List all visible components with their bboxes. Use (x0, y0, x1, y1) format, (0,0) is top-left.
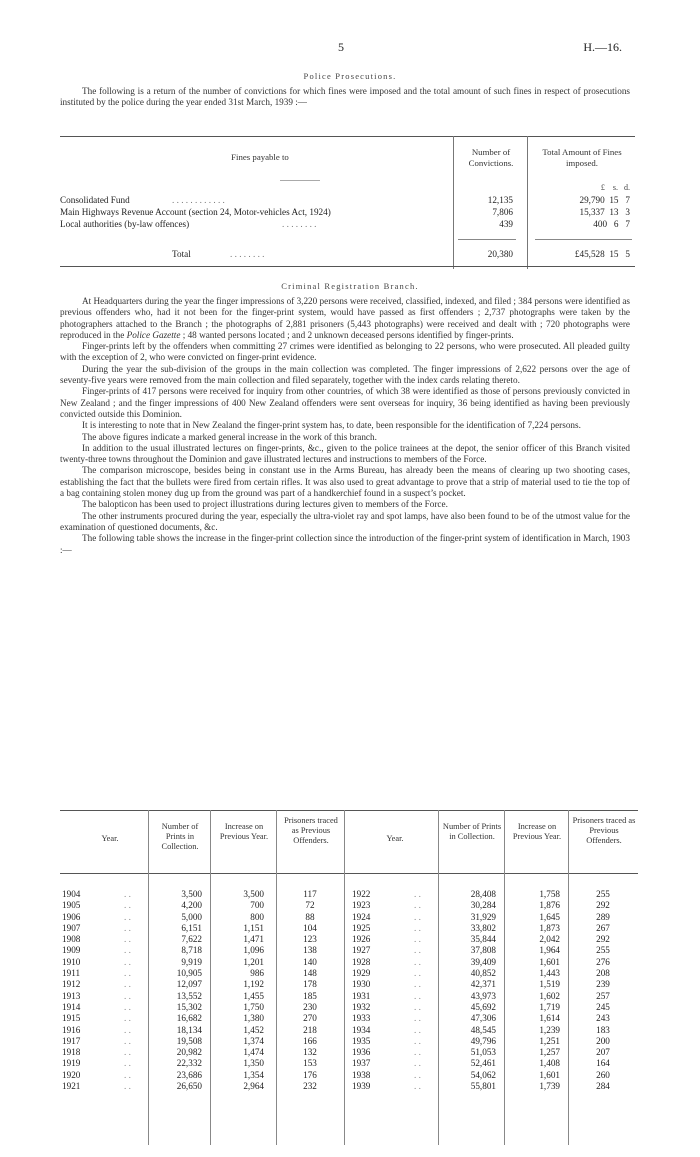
table-cell-year: 1920 (62, 1069, 81, 1080)
table-rule (535, 239, 632, 240)
prints-column-right (440, 889, 496, 1092)
leader-dots: . . (414, 922, 421, 933)
table-cell-increase: 1,251 (539, 1035, 560, 1046)
row-label: Consolidated Fund (60, 195, 130, 205)
column-header-convictions: Number of Convictions. (468, 147, 514, 168)
table-cell-prints: 8,718 (181, 945, 202, 956)
table-cell-increase: 2,042 (539, 934, 560, 945)
table-cell-increase: 1,645 (539, 911, 560, 922)
table-cell-year: 1912 (62, 979, 81, 990)
table-cell-year: 1910 (62, 956, 81, 967)
table-cell-prints: 30,284 (470, 900, 496, 911)
table-cell-prints: 23,686 (176, 1069, 202, 1080)
table-cell-prisoners: 270 (303, 1013, 317, 1024)
table-cell-prints: 9,919 (181, 956, 202, 967)
column-header-payable: Fines payable to (231, 152, 289, 162)
section-title-police-prosecutions: Police Prosecutions. (303, 71, 397, 81)
leader-dots: . . (124, 1081, 131, 1092)
table-cell-increase: 1,519 (539, 979, 560, 990)
table-cell-prints: 37,808 (470, 945, 496, 956)
column-header-prints: Number of Prints in Collection. (161, 822, 199, 851)
table-cell-prisoners: 267 (596, 922, 610, 933)
table-cell-year: 1937 (352, 1058, 371, 1069)
table-cell-prisoners: 153 (303, 1058, 317, 1069)
table-cell-increase: 1,964 (539, 945, 560, 956)
table-cell-prisoners: 140 (303, 956, 317, 967)
table-cell-prints: 26,650 (176, 1081, 202, 1092)
table-cell-increase: 1,719 (539, 1001, 560, 1012)
paragraph: The above figures indicate a marked general increase in the work of this branch. (82, 431, 377, 442)
table-rule (60, 810, 638, 811)
column-header-prints: Number of Prints in Collection. (442, 822, 502, 841)
table-cell-increase: 1,601 (539, 1069, 560, 1080)
table-cell-increase: 1,452 (243, 1024, 264, 1035)
table-cell-year: 1928 (352, 956, 371, 967)
table-cell-increase: 1,750 (243, 1001, 264, 1012)
table-cell-increase: 1,873 (539, 922, 560, 933)
section-title-criminal-registration: Criminal Registration Branch. (281, 281, 419, 291)
table-cell-increase: 1,374 (243, 1035, 264, 1046)
amount-value: 400 6 7 (593, 219, 630, 229)
table-cell-increase: 1,380 (243, 1013, 264, 1024)
table-cell-prints: 49,796 (470, 1035, 496, 1046)
table-cell-increase: 1,474 (243, 1047, 264, 1058)
leader-dots: . . . . . . . . (230, 249, 265, 259)
table-cell-prisoners: 260 (596, 1069, 610, 1080)
leader-dots: . . (414, 911, 421, 922)
table-cell-year: 1936 (352, 1047, 371, 1058)
table-cell-prints: 20,982 (176, 1047, 202, 1058)
table-cell-prints: 18,134 (176, 1024, 202, 1035)
leader-dots: . . (124, 1058, 131, 1069)
column-divider (438, 810, 439, 1145)
leader-dots: . . (124, 934, 131, 945)
paragraph: The balopticon has been used to project illustrations during lectures given to members of the Force. (82, 499, 448, 510)
table-cell-prisoners: 239 (596, 979, 610, 990)
table-cell-prisoners: 132 (303, 1047, 317, 1058)
convictions-value: 7,806 (492, 207, 513, 217)
table-cell-increase: 1,151 (243, 922, 264, 933)
leader-dots: . . (414, 990, 421, 1001)
leader-dots: . . (124, 990, 131, 1001)
table-cell-prisoners: 243 (596, 1013, 610, 1024)
leader-dots: . . (414, 1013, 421, 1024)
table-cell-prints: 55,801 (470, 1081, 496, 1092)
table-rule (458, 239, 516, 240)
paragraph: The following table shows the increase in the finger-print collection since the introduction of the finger-print system of identification in March, 1903 :— (60, 533, 630, 555)
table-cell-increase: 1,739 (539, 1081, 560, 1092)
amount-units: £ s. d. (600, 183, 630, 192)
table-cell-increase: 1,876 (539, 900, 560, 911)
table-cell-year: 1933 (352, 1013, 371, 1024)
table-cell-increase: 1,443 (539, 968, 560, 979)
column-header-increase: Increase on Previous Year. (219, 822, 269, 841)
row-label: Main Highways Revenue Account (section 24, Motor-vehicles Act, 1924) (60, 207, 331, 217)
table-cell-year: 1908 (62, 934, 81, 945)
police-gazette-italic: Police Gazette (126, 329, 181, 340)
leader-dots: . . (414, 945, 421, 956)
leader-dots: . . (124, 1024, 131, 1035)
leader-dots: . . (414, 900, 421, 911)
leader-dots: . . (414, 1081, 421, 1092)
table-cell-increase: 1,350 (243, 1058, 264, 1069)
total-label: Total (172, 249, 191, 259)
intro-paragraph: The following is a return of the number of convictions for which fines were imposed and the total amount of such fines in respect of prosecutions instituted by the police during the year ended 31st March, 1939 :— (60, 86, 630, 108)
table-cell-increase: 2,964 (243, 1081, 264, 1092)
table-cell-prisoners: 207 (596, 1047, 610, 1058)
table-cell-prisoners: 176 (303, 1069, 317, 1080)
table-cell-increase: 1,201 (243, 956, 264, 967)
convictions-value: 12,135 (487, 195, 513, 205)
table-cell-year: 1932 (352, 1001, 371, 1012)
police-prosecutions-intro (60, 86, 630, 109)
paragraph: The comparison microscope, besides being in constant use in the Arms Bureau, has already been the means of clearing up two shooting cases, establishing the fact that the bullets were fired from certain rifles. It was also used to great advantage to prove that a strip of material used to tie the top of a bag containing stolen money dug up from the ground was part of a handkerchief found in a suspect’s pocket. (60, 465, 630, 499)
table-cell-increase: 1,096 (243, 945, 264, 956)
table-cell-prisoners: 166 (303, 1035, 317, 1046)
table-cell-prints: 28,408 (470, 889, 496, 899)
table-cell-year: 1905 (62, 900, 81, 911)
table-cell-prisoners: 289 (596, 911, 610, 922)
leader-dots: . . (124, 1047, 131, 1058)
table-cell-year: 1917 (62, 1035, 81, 1046)
total-convictions: 20,380 (487, 249, 513, 259)
table-row (60, 207, 635, 219)
paragraph-text: ; 48 wanted persons located ; and 2 unknown deceased persons identified by finger-prints. (180, 329, 514, 340)
table-cell-prisoners: 230 (303, 1001, 317, 1012)
table-cell-increase: 1,601 (539, 956, 560, 967)
table-cell-year: 1930 (352, 979, 371, 990)
table-cell-increase: 1,602 (539, 990, 560, 1001)
table-cell-prints: 10,905 (176, 968, 202, 979)
table-cell-prints: 22,332 (176, 1058, 202, 1069)
leader-dots: . . (124, 1013, 131, 1024)
leader-dots: . . (414, 1035, 421, 1046)
table-cell-prints: 19,508 (176, 1035, 202, 1046)
column-divider (148, 810, 149, 1145)
table-cell-prints: 52,461 (470, 1058, 496, 1069)
leader-dots: . . . . . . . . . . . . (172, 195, 225, 205)
table-cell-prisoners: 104 (303, 922, 317, 933)
table-cell-prisoners: 255 (596, 945, 610, 956)
table-cell-prints: 3,500 (181, 889, 202, 899)
table-cell-year: 1926 (352, 934, 371, 945)
leader-dots: . . (124, 922, 131, 933)
table-cell-prints: 16,682 (176, 1013, 202, 1024)
document-reference: H.—16. (583, 40, 622, 54)
table-cell-increase: 1,239 (539, 1024, 560, 1035)
table-cell-year: 1931 (352, 990, 371, 1001)
fines-table (60, 136, 640, 276)
table-cell-increase: 1,758 (539, 889, 560, 899)
table-row-total (60, 249, 635, 261)
table-cell-year: 1919 (62, 1058, 81, 1069)
table-cell-increase: 1,192 (243, 979, 264, 990)
paragraph: It is interesting to note that in New Zealand the finger-print system has, to date, been responsible for the identification of 7,224 persons. (82, 420, 581, 431)
table-cell-year: 1925 (352, 922, 371, 933)
table-cell-prints: 51,053 (470, 1047, 496, 1058)
table-cell-prisoners: 148 (303, 968, 317, 979)
table-rule (280, 180, 320, 181)
table-cell-prisoners: 185 (303, 990, 317, 1001)
table-cell-prisoners: 88 (305, 911, 315, 922)
year-column-left (62, 889, 102, 1092)
column-header-prisoners: Prisoners traced as Previous Offenders. (572, 816, 636, 845)
leader-dots: . . (124, 979, 131, 990)
increase-column-right (506, 889, 560, 1092)
table-cell-prisoners: 208 (596, 968, 610, 979)
year-column-right (352, 889, 392, 1092)
prisoners-column-right (570, 889, 636, 1092)
table-cell-prisoners: 164 (596, 1058, 610, 1069)
table-cell-year: 1938 (352, 1069, 371, 1080)
table-cell-increase: 1,257 (539, 1047, 560, 1058)
leader-dots: . . (124, 1001, 131, 1012)
table-cell-increase: 1,471 (243, 934, 264, 945)
convictions-value: 439 (499, 219, 513, 229)
table-cell-prisoners: 218 (303, 1024, 317, 1035)
leader-dots: . . (414, 968, 421, 979)
leader-dots: . . (414, 889, 421, 899)
table-cell-year: 1923 (352, 900, 371, 911)
table-cell-prisoners: 178 (303, 979, 317, 990)
table-cell-prints: 13,552 (176, 990, 202, 1001)
column-divider (276, 810, 277, 1145)
leader-dots: . . (124, 945, 131, 956)
leader-dots: . . (124, 911, 131, 922)
leader-dots: . . (414, 1001, 421, 1012)
leader-dots: . . (414, 979, 421, 990)
increase-column-left (212, 889, 264, 1092)
table-rule (60, 266, 635, 267)
table-cell-prisoners: 72 (305, 900, 315, 911)
total-amount: £45,528 15 5 (574, 249, 630, 259)
criminal-registration-body (60, 296, 630, 556)
table-cell-prints: 47,306 (470, 1013, 496, 1024)
leader-dots: . . (414, 956, 421, 967)
table-cell-prisoners: 292 (596, 900, 610, 911)
fingerprint-table (60, 810, 640, 1150)
dots-column-right (414, 889, 434, 1092)
page-number: 5 (338, 40, 344, 54)
table-cell-year: 1914 (62, 1001, 81, 1012)
leader-dots: . . (124, 1069, 131, 1080)
table-cell-increase: 700 (250, 900, 264, 911)
table-cell-prisoners: 232 (303, 1081, 317, 1092)
prisoners-column-left (278, 889, 342, 1092)
leader-dots: . . (124, 956, 131, 967)
table-cell-prints: 12,097 (176, 979, 202, 990)
table-cell-year: 1906 (62, 911, 81, 922)
leader-dots: . . (124, 889, 131, 899)
table-cell-year: 1921 (62, 1081, 81, 1092)
table-cell-year: 1918 (62, 1047, 81, 1058)
table-cell-year: 1909 (62, 945, 81, 956)
table-cell-prints: 7,622 (181, 934, 202, 945)
table-cell-year: 1922 (352, 889, 371, 899)
table-cell-prints: 54,062 (470, 1069, 496, 1080)
table-cell-year: 1915 (62, 1013, 81, 1024)
table-cell-year: 1924 (352, 911, 371, 922)
table-rule (60, 136, 635, 137)
column-divider (210, 810, 211, 1145)
column-divider (568, 810, 569, 1145)
table-cell-prisoners: 138 (303, 945, 317, 956)
column-header-year: Year. (101, 834, 119, 843)
column-header-increase: Increase on Previous Year. (512, 822, 562, 841)
table-cell-prints: 43,973 (470, 990, 496, 1001)
table-cell-year: 1929 (352, 968, 371, 979)
table-cell-year: 1935 (352, 1035, 371, 1046)
column-header-prisoners: Prisoners traced as Previous Offenders. (284, 816, 338, 845)
table-cell-prisoners: 183 (596, 1024, 610, 1035)
amount-value: 29,790 15 7 (579, 195, 630, 205)
leader-dots: . . (414, 1047, 421, 1058)
table-cell-prisoners: 284 (596, 1081, 610, 1092)
table-rule (60, 873, 638, 874)
column-divider (504, 810, 505, 1145)
column-header-year: Year. (386, 834, 404, 843)
table-cell-prints: 42,371 (470, 979, 496, 990)
amount-value: 15,337 13 3 (579, 207, 630, 217)
leader-dots: . . (124, 900, 131, 911)
table-cell-prints: 45,692 (470, 1001, 496, 1012)
table-cell-prints: 40,852 (470, 968, 496, 979)
paragraph: Finger-prints left by the offenders when committing 27 crimes were identified as belonging to 22 persons, who were prosecuted. All pleaded guilty with the exception of 2, who were convicted on finger-print evidence. (60, 341, 630, 363)
table-cell-prints: 35,844 (470, 934, 496, 945)
table-cell-prisoners: 117 (303, 889, 317, 899)
table-cell-prints: 31,929 (470, 911, 496, 922)
table-cell-prints: 5,000 (181, 911, 202, 922)
leader-dots: . . (414, 934, 421, 945)
table-cell-year: 1939 (352, 1081, 371, 1092)
table-cell-year: 1907 (62, 922, 81, 933)
table-cell-increase: 1,455 (243, 990, 264, 1001)
table-cell-increase: 1,408 (539, 1058, 560, 1069)
leader-dots: . . (414, 1024, 421, 1035)
table-cell-year: 1904 (62, 889, 81, 899)
table-cell-year: 1934 (352, 1024, 371, 1035)
paragraph: During the year the sub-division of the groups in the main collection was completed. The finger impressions of 2,622 persons over the age of seventy-five years were removed from the main collection and filed separately, together with the index cards relating thereto. (60, 363, 630, 386)
table-cell-prisoners: 257 (596, 990, 610, 1001)
column-divider (344, 810, 345, 1145)
paragraph: The other instruments procured during the year, especially the ultra-violet ray and spot lamps, have also been found to be of the utmost value for the examination of questioned documents, &c. (60, 510, 630, 532)
paragraph: Finger-prints of 417 persons were received for inquiry from other countries, of which 38 were identified as those of persons previously convicted in New Zealand ; and the finger impressions of 400 New Zealand offenders were sent overseas for inquiry, 36 being identified as having been previously convicted outside this Dominion. (60, 386, 630, 419)
table-cell-prints: 15,302 (176, 1001, 202, 1012)
dots-column-left (124, 889, 144, 1092)
table-cell-prints: 39,409 (470, 956, 496, 967)
table-cell-prints: 33,802 (470, 922, 496, 933)
table-cell-increase: 800 (250, 911, 264, 922)
leader-dots: . . (124, 968, 131, 979)
leader-dots: . . (414, 1058, 421, 1069)
leader-dots: . . (124, 1035, 131, 1046)
table-cell-increase: 1,354 (243, 1069, 264, 1080)
paragraph-text: At Headquarters during the year the finger impressions of 3,220 persons were received, classified, indexed, and filed ; 384 persons were identified as previous offenders who, had it not been for the finger-print system, would have passed as first offenders ; 2,737 photographs were taken by the photographers attached to the Branch ; the photographs of 2,881 prisoners (5,443 photographs) were received and dealt with ; 720 photographs were reproduced in the (60, 296, 631, 340)
table-row (60, 195, 635, 207)
table-cell-prisoners: 200 (596, 1035, 610, 1046)
table-cell-year: 1913 (62, 990, 81, 1001)
table-cell-prints: 4,200 (181, 900, 202, 911)
table-cell-increase: 986 (250, 968, 264, 979)
table-cell-year: 1916 (62, 1024, 81, 1035)
paragraph: In addition to the usual illustrated lectures on finger-prints, &c., given to the police trainees at the depot, the senior officer of this Branch visited twenty-three towns throughout the Dominion and gave illustrated lectures and instructions to members of the Force. (60, 442, 630, 465)
table-cell-prisoners: 245 (596, 1001, 610, 1012)
table-cell-year: 1927 (352, 945, 371, 956)
table-cell-prisoners: 123 (303, 934, 317, 945)
table-cell-prisoners: 276 (596, 956, 610, 967)
table-cell-increase: 3,500 (243, 889, 264, 899)
table-cell-prisoners: 255 (596, 889, 610, 899)
table-cell-prints: 6,151 (181, 922, 202, 933)
prints-column-left (150, 889, 202, 1092)
column-header-amount: Total Amount of Fines imposed. (542, 147, 622, 168)
table-cell-year: 1911 (62, 968, 81, 979)
leader-dots: . . . . . . . . (282, 219, 317, 229)
table-cell-increase: 1,614 (539, 1013, 560, 1024)
row-label: Local authorities (by-law offences) (60, 219, 190, 229)
table-cell-prisoners: 292 (596, 934, 610, 945)
leader-dots: . . (414, 1069, 421, 1080)
paragraph (60, 296, 630, 341)
table-row (60, 219, 635, 231)
table-cell-prints: 48,545 (470, 1024, 496, 1035)
